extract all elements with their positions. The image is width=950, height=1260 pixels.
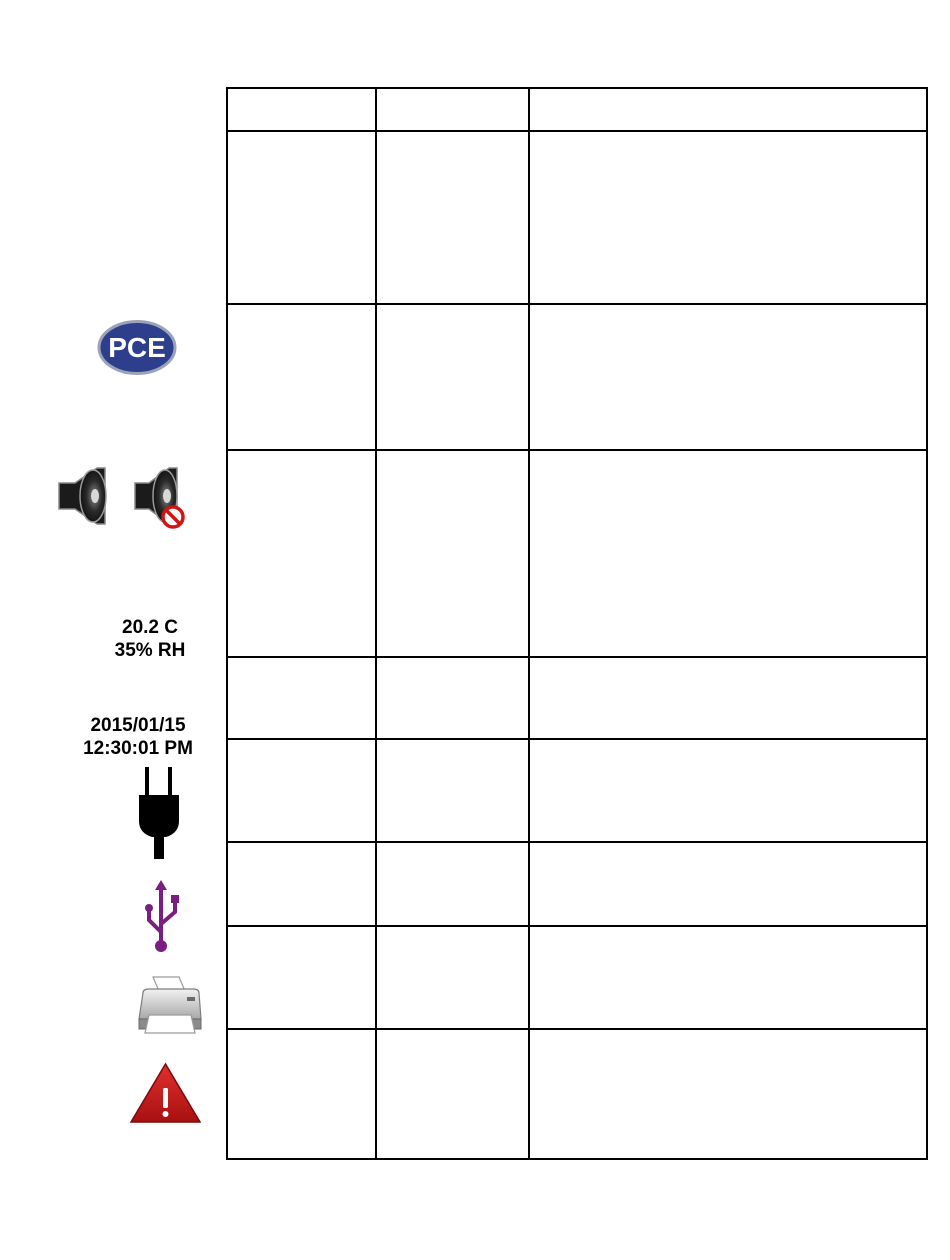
icon-description-table (226, 87, 928, 1160)
humidity-value: 35% RH (114, 640, 186, 661)
speaker-muted-icon (131, 465, 191, 531)
printer-icon (137, 975, 203, 1035)
temperature-humidity-readout (90, 616, 210, 662)
temperature-value: 20.2 C (122, 617, 178, 638)
time-value: 12:30:01 PM (83, 738, 193, 759)
datetime-readout (68, 714, 208, 760)
logo-text: PCE (108, 332, 166, 363)
power-plug-icon (136, 765, 182, 860)
date-value: 2015/01/15 (90, 715, 186, 736)
warning-icon (129, 1062, 202, 1124)
speaker-icon (55, 465, 110, 527)
usb-icon (144, 880, 182, 955)
pce-logo (97, 320, 177, 375)
table-grid (226, 87, 928, 1160)
